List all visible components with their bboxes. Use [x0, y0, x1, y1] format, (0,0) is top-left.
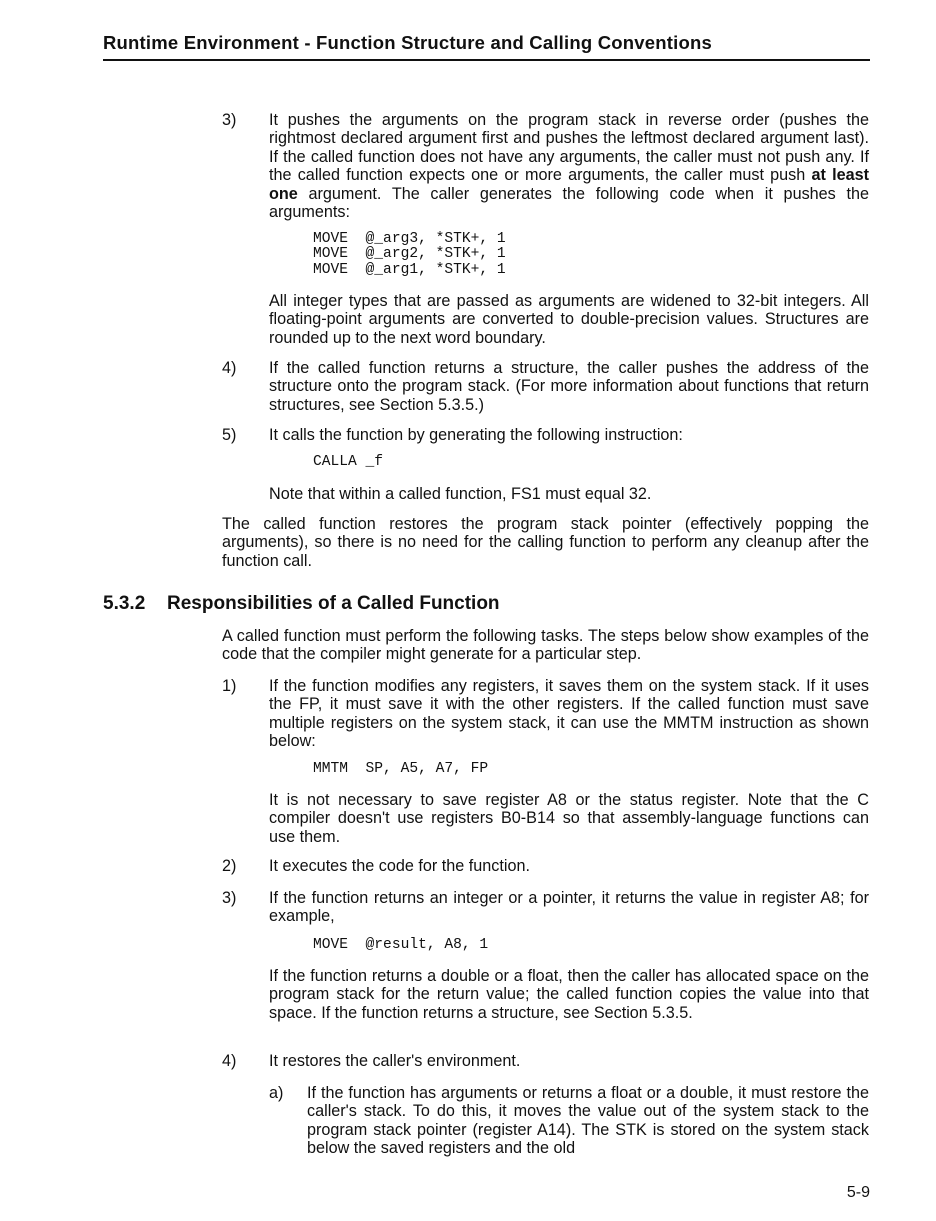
sub-item-text: If the function has arguments or returns a float or a double, it must restore the caller's stack. To do this, it moves the value out of the system stack to the program stack pointer (register A14). The STK is stored on the system stack below the saved registers and the old [307, 1084, 869, 1158]
note-registers: It is not necessary to save register A8 or the status register. Note that the C compiler doesn't use registers B0-B14 so that assembly-language functions can use them. [269, 791, 869, 846]
running-header [103, 32, 870, 61]
section-heading [103, 592, 500, 616]
note-fs1: Note that within a called function, FS1 must equal 32. [269, 485, 652, 503]
list-text: If the function returns an integer or a pointer, it returns the value in register A8; for example, [269, 889, 869, 926]
list-text [269, 111, 869, 221]
list-number: 4) [222, 1052, 237, 1070]
list-item-called-1 [222, 677, 869, 751]
list-number: 2) [222, 857, 237, 875]
list-number: 3) [222, 111, 237, 129]
list-item-called-4 [222, 1052, 869, 1070]
code-result: MOVE @result, A8, 1 [313, 937, 489, 953]
section-number: 5.3.2 [103, 593, 146, 614]
list-text: If the called function returns a structure, the caller pushes the address of the structure onto the program stack. (For more information about functions that return structures, see Section 5.3.5.) [269, 359, 869, 414]
list-item-step-4 [222, 359, 869, 414]
list-text: If the function modifies any registers, it saves them on the system stack. If it uses the FP, it must save it with the other registers. If the called function must save multiple registers on the system stack, it can use the MMTM instruction as shown below: [269, 677, 869, 751]
list-item-step-3 [222, 111, 869, 221]
page-number: 5-9 [846, 1184, 870, 1201]
sub-item-a [269, 1084, 869, 1158]
list-text: It calls the function by generating the following instruction: [269, 426, 683, 444]
list-number: 4) [222, 359, 237, 377]
list-text: It restores the caller's environment. [269, 1052, 521, 1070]
sub-item-letter: a) [269, 1084, 284, 1102]
list-item-step-5 [222, 426, 869, 444]
para-argument-widening: All integer types that are passed as arguments are widened to 32-bit integers. All floating-point arguments are converted to double-precision values. Structures are rounded up to the next word boundary. [269, 292, 869, 347]
step3-text-b: argument. The caller generates the following code when it pushes the arguments: [269, 184, 869, 222]
code-call: CALLA _f [313, 454, 384, 470]
step3-text-a: It pushes the arguments on the program stack in reverse order (pushes the rightmost declared argument first and pushes the leftmost declared argument last). If the called function does not have any arguments, the caller must not push any. If the called function expects one or more arguments, the caller must push [269, 111, 869, 185]
code-mmtm: MMTM SP, A5, A7, FP [313, 761, 489, 777]
section-intro: A called function must perform the following tasks. The steps below show examples of the code that the compiler might generate for a particular step. [222, 627, 869, 664]
list-text: It executes the code for the function. [269, 857, 530, 875]
step3-bold: at least one [269, 166, 869, 203]
code-push-args: MOVE @_arg3, *STK+, 1 MOVE @_arg2, *STK+, 1 MOVE @_arg1, *STK+, 1 [313, 231, 506, 278]
list-item-called-2 [222, 857, 869, 875]
para-stack-restore: The called function restores the program stack pointer (effectively popping the arguments), so there is no need for the calling function to perform any cleanup after the function call. [222, 515, 869, 570]
list-item-called-3 [222, 889, 869, 926]
list-number: 5) [222, 426, 237, 444]
list-number: 3) [222, 889, 237, 907]
section-title: Responsibilities of a Called Function [167, 593, 500, 614]
list-number: 1) [222, 677, 237, 695]
note-return-values: If the function returns a double or a float, then the caller has allocated space on the program stack for the return value; the called function copies the value into that space. If the function returns a structure, see Section 5.3.5. [269, 967, 869, 1022]
header-title: Runtime Environment - Function Structure and Calling Conventions [103, 32, 712, 53]
